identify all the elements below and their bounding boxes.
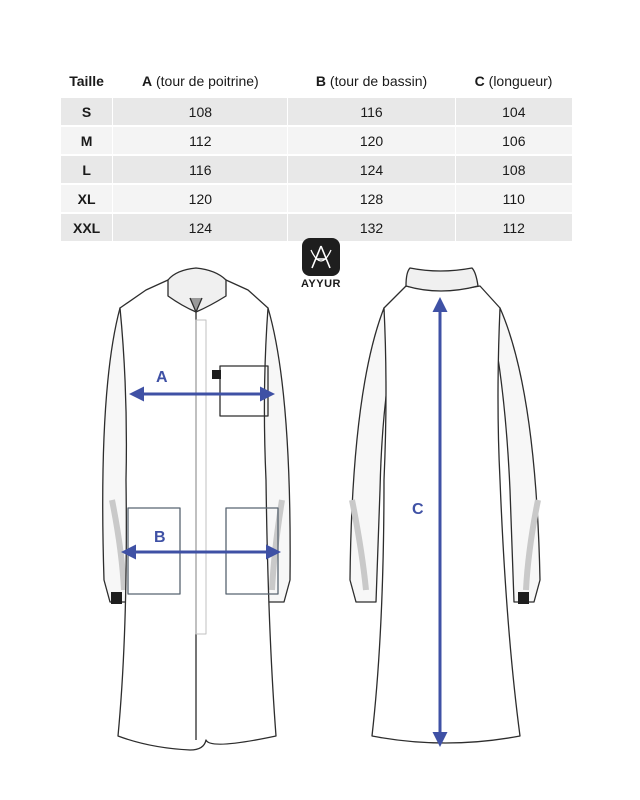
- hip-cell: 128: [288, 184, 455, 213]
- size-cell: XL: [61, 184, 113, 213]
- header-hip-text: (tour de bassin): [326, 73, 428, 89]
- chest-cell: 124: [113, 213, 288, 242]
- length-cell: 104: [455, 97, 572, 126]
- length-cell: 106: [455, 126, 572, 155]
- header-length: [455, 66, 572, 97]
- hip-cell: 120: [288, 126, 455, 155]
- table-row: [61, 126, 573, 155]
- header-hip: [288, 66, 455, 97]
- header-chest: [113, 66, 288, 97]
- lab-coat-illustration: [0, 250, 640, 800]
- hip-cell: 132: [288, 213, 455, 242]
- chest-cell: 112: [113, 126, 288, 155]
- coat-back-view: [350, 268, 540, 743]
- brand-name: AYYUR: [301, 278, 341, 290]
- table-row: [61, 97, 573, 126]
- header-size: Taille: [61, 66, 113, 97]
- header-length-letter: C: [474, 73, 485, 89]
- header-chest-text: (tour de poitrine): [152, 73, 259, 89]
- length-cell: 112: [455, 213, 572, 242]
- length-measure-label: C: [412, 501, 424, 518]
- hip-measure-label: B: [154, 529, 166, 546]
- length-cell: 110: [455, 184, 572, 213]
- hip-cell: 116: [288, 97, 455, 126]
- header-length-text: (longueur): [484, 73, 553, 89]
- size-cell: XXL: [61, 213, 113, 242]
- length-cell: 108: [455, 155, 572, 184]
- size-chart-header-row: [61, 66, 573, 97]
- hip-cell: 124: [288, 155, 455, 184]
- size-cell: M: [61, 126, 113, 155]
- chest-cell: 108: [113, 97, 288, 126]
- header-chest-letter: A: [141, 73, 153, 89]
- header-hip-letter: B: [315, 73, 327, 89]
- size-chart-table: [60, 66, 572, 243]
- table-row: [61, 184, 573, 213]
- chest-measure-label: A: [156, 369, 168, 386]
- table-row: [61, 155, 573, 184]
- chest-cell: 120: [113, 184, 288, 213]
- coat-front-view: [103, 268, 290, 750]
- size-cell: S: [61, 97, 113, 126]
- chest-cell: 116: [113, 155, 288, 184]
- size-cell: L: [61, 155, 113, 184]
